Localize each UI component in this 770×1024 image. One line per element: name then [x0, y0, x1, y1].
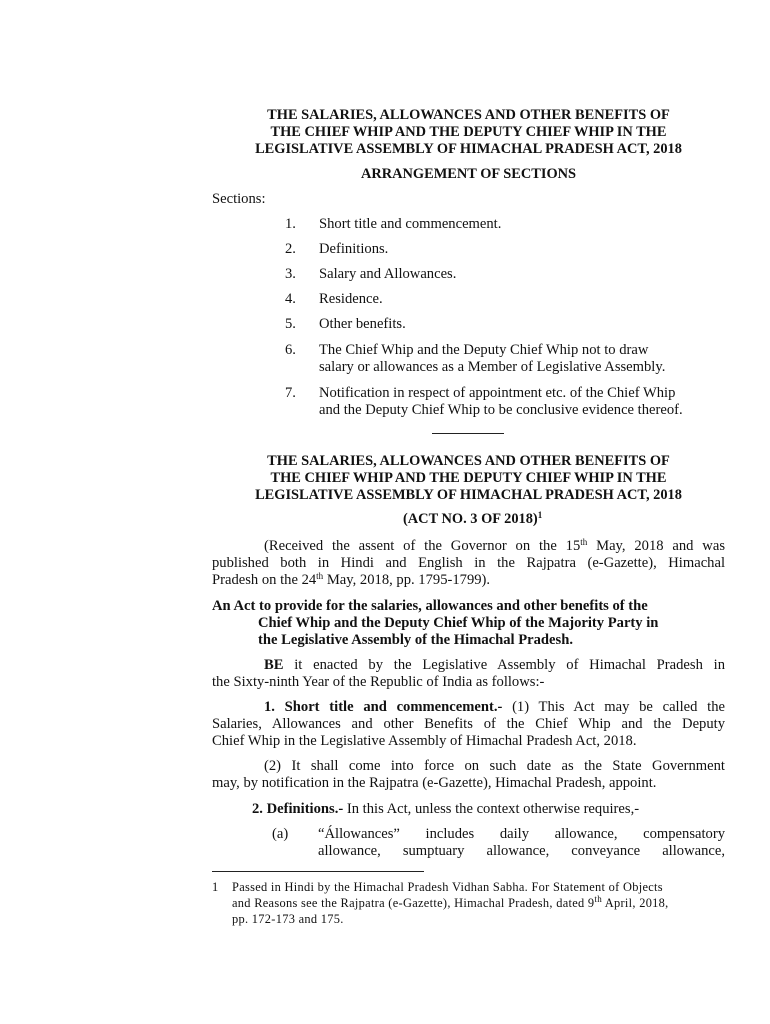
act-number: (ACT NO. 3 OF 2018)$^1$: [403, 510, 543, 527]
footnote-rule: [212, 871, 424, 872]
act-title-line: THE CHIEF WHIP AND THE DEPUTY CHIEF WHIP IN THE: [270, 124, 667, 140]
section-number: 6.: [285, 342, 296, 358]
section-heading: 2. Definitions.-: [252, 801, 344, 817]
enacting-clause: BE it enacted by the Legislative Assembly of Himachal Pradesh in the Sixty-ninth Year of the Republic of India as follows:-: [212, 657, 725, 690]
act-title-line: LEGISLATIVE ASSEMBLY OF HIMACHAL PRADESH ACT, 2018: [255, 141, 682, 157]
act-title-repeat: [212, 453, 725, 504]
section-2-paragraph: 2. Definitions.- In this Act, unless the context otherwise requires,-: [252, 801, 640, 817]
section-1-paragraph: 1. Short title and commencement.- (1) This Act may be called the Salaries, Allowances and other Benefits of the Chief Whip and the Deputy Chief Whip in the Legislative Assembly of Himachal Pradesh Act, 2018.: [212, 699, 726, 749]
clause-a: “Állowances” includes daily allowance, compensatory allowance, sumptuary allowance, conveyance allowance,: [318, 826, 725, 859]
section-title: Residence.: [319, 291, 383, 307]
footnote-marker: 1: [537, 510, 543, 520]
section-number: 2.: [285, 241, 296, 257]
section-title: Other benefits.: [319, 316, 406, 332]
section-title: The Chief Whip and the Deputy Chief Whip not to draw salary or allowances as a Member of Legislative Assembly.: [319, 342, 666, 375]
act-title-line: THE SALARIES, ALLOWANCES AND OTHER BENEFITS OF: [267, 453, 670, 469]
act-title-line: THE CHIEF WHIP AND THE DEPUTY CHIEF WHIP IN THE: [270, 470, 667, 486]
act-title-line: THE SALARIES, ALLOWANCES AND OTHER BENEFITS OF: [267, 107, 670, 123]
long-title: An Act to provide for the salaries, allowances and other benefits of the Chief Whip and the Deputy Chief Whip of the Majority Party in the Legislative Assembly of the Himachal Pradesh.: [212, 598, 659, 648]
section-divider: [432, 433, 504, 434]
section-number: 3.: [285, 266, 296, 282]
act-title-line: LEGISLATIVE ASSEMBLY OF HIMACHAL PRADESH ACT, 2018: [255, 487, 682, 503]
section-number: 5.: [285, 316, 296, 332]
section-number: 4.: [285, 291, 296, 307]
section-number: 7.: [285, 385, 296, 401]
assent-paragraph: (Received the assent of the Governor on the 15th May, 2018 and was published both in Hindi and English in the Rajpatra (e-Gazette), Himachal Pradesh on the 24th May, 2018, pp. 1795-1799).: [212, 537, 726, 588]
act-title: [212, 107, 725, 158]
section-title: Short title and commencement.: [319, 216, 502, 232]
arrangement-heading: ARRANGEMENT OF SECTIONS: [360, 166, 577, 182]
section-number: 1.: [285, 216, 296, 232]
section-heading: 1. Short title and commencement.-: [264, 699, 503, 715]
section-title: Definitions.: [319, 241, 389, 257]
sections-label: Sections:: [212, 191, 266, 207]
clause-label: (a): [272, 826, 289, 842]
footnote-number: 1: [212, 880, 219, 894]
section-1-subsection-2: (2) It shall come into force on such date as the State Government may, by notification in the Rajpatra (e-Gazette), Himachal Pradesh, appoint.: [212, 758, 725, 791]
section-title: Salary and Allowances.: [319, 266, 457, 282]
section-title: Notification in respect of appointment etc. of the Chief Whip and the Deputy Chief Whip to be conclusive evidence thereof.: [319, 385, 683, 418]
